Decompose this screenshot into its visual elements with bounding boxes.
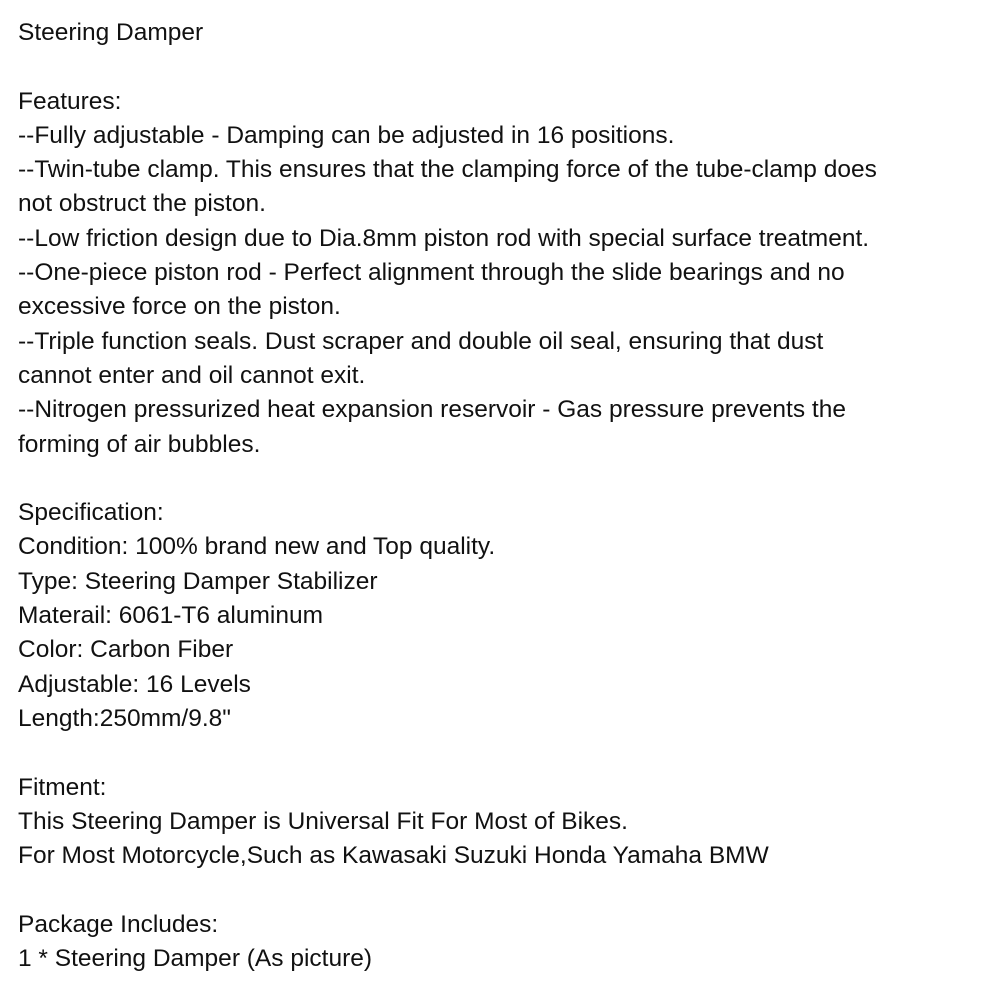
spec-type: Type: Steering Damper Stabilizer bbox=[18, 567, 378, 595]
feature-line: forming of air bubbles. bbox=[18, 430, 261, 458]
feature-line: --Fully adjustable - Damping can be adjusted in 16 positions. bbox=[18, 121, 675, 149]
spacer bbox=[18, 873, 990, 907]
specification-heading: Specification: bbox=[18, 499, 164, 527]
package-heading: Package Includes: bbox=[18, 910, 219, 938]
spacer bbox=[18, 50, 990, 84]
spec-color: Color: Carbon Fiber bbox=[18, 636, 234, 664]
spec-length: Length:250mm/9.8" bbox=[18, 704, 231, 732]
spec-material: Materail: 6061-T6 aluminum bbox=[18, 602, 324, 630]
fitment-heading: Fitment: bbox=[18, 773, 107, 801]
feature-line: cannot enter and oil cannot exit. bbox=[18, 361, 366, 389]
fitment-line: For Most Motorcycle,Such as Kawasaki Suzuki Honda Yamaha BMW bbox=[18, 842, 769, 870]
fitment-line: This Steering Damper is Universal Fit For Most of Bikes. bbox=[18, 807, 628, 835]
feature-line: --Twin-tube clamp. This ensures that the clamping force of the tube-clamp does bbox=[18, 156, 877, 184]
feature-line: --One-piece piston rod - Perfect alignment through the slide bearings and no bbox=[18, 259, 845, 287]
document-title: Steering Damper bbox=[18, 19, 204, 46]
spacer bbox=[18, 462, 990, 496]
feature-line: excessive force on the piston. bbox=[18, 293, 341, 321]
spec-adjustable: Adjustable: 16 Levels bbox=[18, 670, 251, 698]
spacer bbox=[18, 736, 990, 770]
product-description bbox=[18, 16, 990, 976]
package-item: 1 * Steering Damper (As picture) bbox=[18, 945, 373, 973]
feature-line: --Low friction design due to Dia.8mm piston rod with special surface treatment. bbox=[18, 224, 870, 252]
spec-condition: Condition: 100% brand new and Top quality. bbox=[18, 533, 496, 561]
feature-line: --Nitrogen pressurized heat expansion reservoir - Gas pressure prevents the bbox=[18, 396, 846, 424]
feature-line: not obstruct the piston. bbox=[18, 190, 266, 218]
feature-line: --Triple function seals. Dust scraper and double oil seal, ensuring that dust bbox=[18, 327, 824, 355]
features-heading: Features: bbox=[18, 87, 122, 115]
